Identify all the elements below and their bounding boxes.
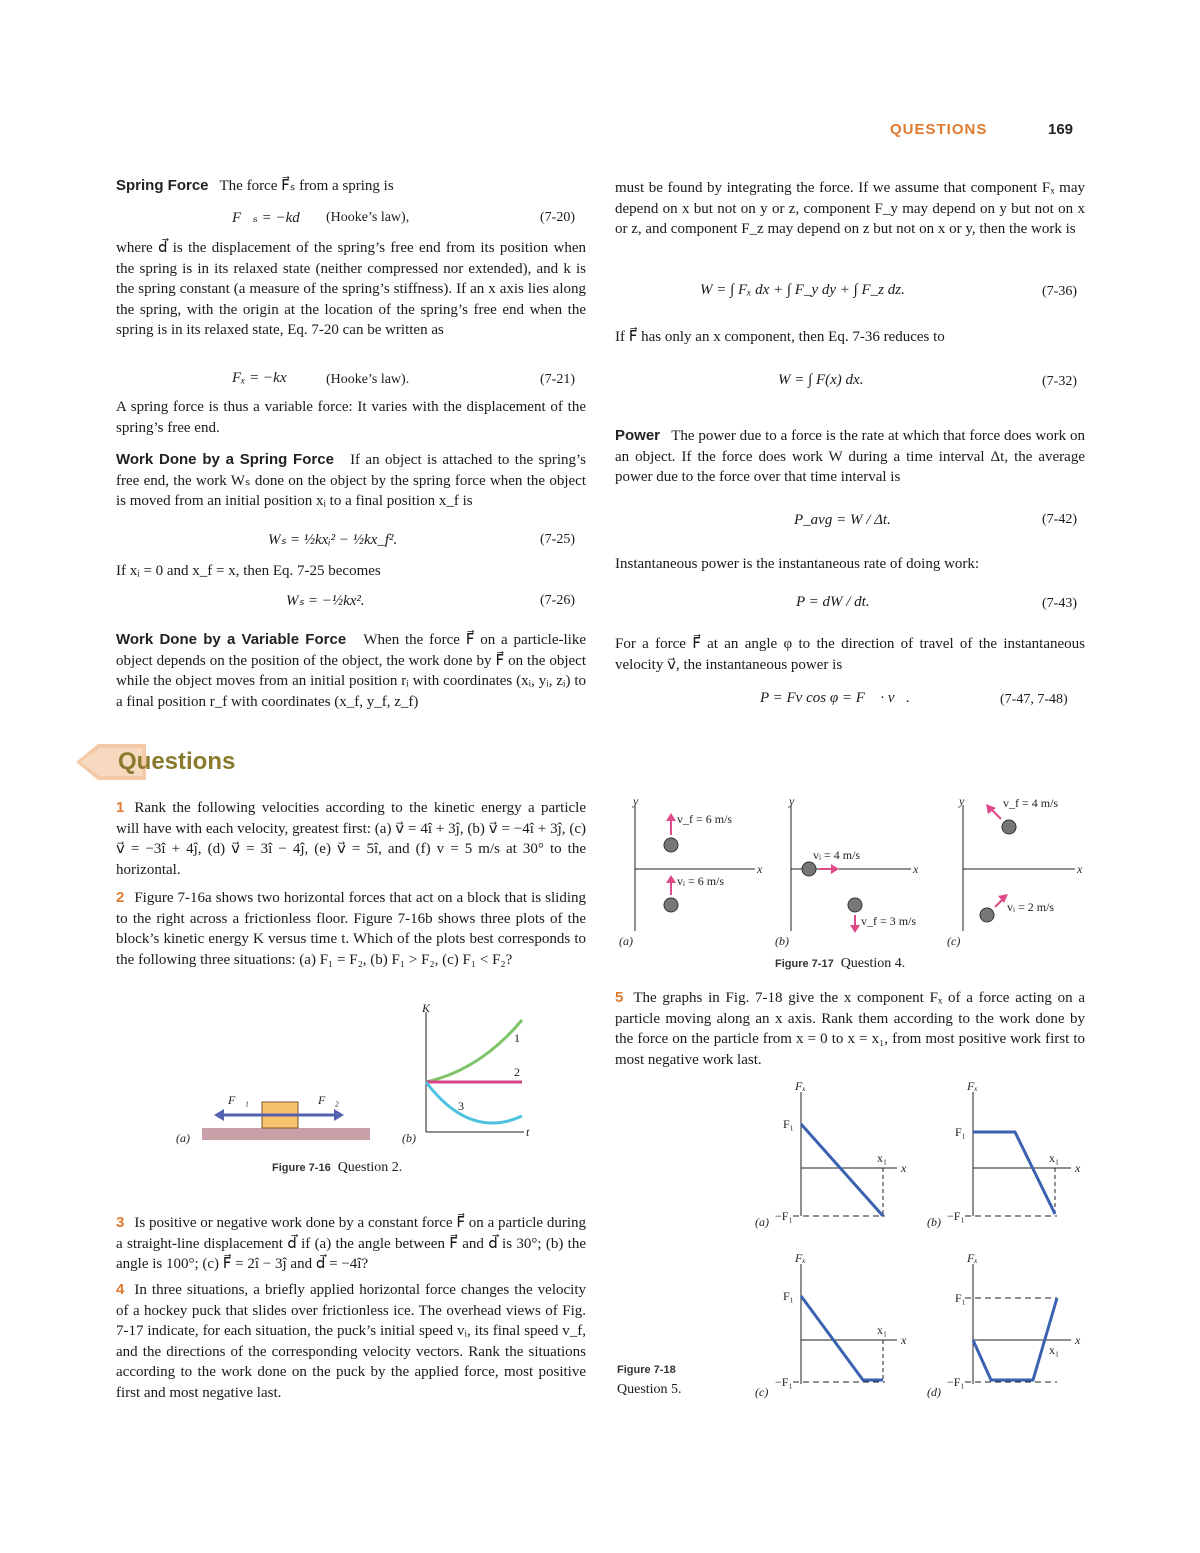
question-1 bbox=[116, 798, 586, 880]
fig718c-y-label: Fₓ bbox=[795, 1251, 806, 1265]
fig717c-puck-initial bbox=[980, 908, 994, 922]
fig718c-x1-label: x₁ bbox=[877, 1323, 888, 1337]
question-3-number: 3 bbox=[116, 1214, 125, 1231]
right-paragraph-2: If F⃗ has only an x component, then Eq. 7-36 reduces to bbox=[615, 329, 945, 345]
eq-7-20-number: (7-20) bbox=[540, 210, 575, 225]
spring-force-intro bbox=[116, 176, 586, 197]
fig717b-vi-label: vᵢ = 4 m/s bbox=[813, 848, 861, 862]
work-variable-paragraph: When the force F⃗ on a particle-like object depends on the position of the object, the work done by F⃗ on the object while the object moves from an initial position rᵢ with coordinates (xᵢ, yᵢ, zᵢ) to a final position r_f with coordinates (x_f, y_f, z_f) bbox=[116, 632, 586, 710]
power-section bbox=[615, 426, 1085, 488]
question-2 bbox=[116, 888, 586, 970]
eq-7-36: W = ∫ Fₓ dx + ∫ F_y dy + ∫ F_z dz. bbox=[700, 282, 905, 298]
question-4-number: 4 bbox=[116, 1281, 125, 1298]
spring-force-heading: Spring Force bbox=[116, 177, 209, 194]
fig716-curve-2-label: 2 bbox=[514, 1065, 520, 1079]
fig718b-x1-label: x₁ bbox=[1049, 1151, 1060, 1165]
fig716-label-a: (a) bbox=[176, 1131, 190, 1145]
figure-7-17-caption bbox=[775, 956, 905, 972]
fig716-curve-1 bbox=[426, 1020, 522, 1082]
question-3-text: Is positive or negative work done by a constant force F⃗ on a particle during a straight-line displacement d⃗ if (a) the angle between F⃗ and d⃗ is 30°; (b) the angle is 100°; (c) F⃗ = 2î − 3ĵ and d⃗ = −4î? bbox=[116, 1215, 586, 1272]
fig717c-vi-label: vᵢ = 2 m/s bbox=[1007, 900, 1055, 914]
eq-7-36-number: (7-36) bbox=[1042, 284, 1077, 299]
question-2-number: 2 bbox=[116, 889, 125, 906]
eq-7-25: Wₛ = ½kxᵢ² − ½kx_f². bbox=[268, 532, 398, 548]
fig716-label-k: K bbox=[422, 1001, 431, 1015]
eq-7-42: P_avg = W / Δt. bbox=[794, 512, 891, 528]
fig717a-y-label: y bbox=[633, 795, 639, 808]
fig717a-puck-initial bbox=[664, 898, 678, 912]
fig717c-puck-final bbox=[1002, 820, 1016, 834]
figure-7-16 bbox=[170, 1000, 560, 1160]
figure-7-18-caption-text: Question 5. bbox=[617, 1382, 682, 1397]
spring-force-intro-text: The force F⃗ₛ from a spring is bbox=[219, 178, 394, 194]
figure-7-17 bbox=[615, 795, 1095, 955]
fig718d-x1-label: x₁ bbox=[1049, 1343, 1060, 1357]
questions-title: Questions bbox=[118, 748, 236, 775]
eq-7-26: Wₛ = −½kx². bbox=[286, 593, 365, 609]
eq-7-25-number: (7-25) bbox=[540, 532, 575, 547]
page-number: 169 bbox=[1048, 121, 1074, 138]
fig718d-negf1-label: −F₁ bbox=[947, 1375, 965, 1389]
fig718c-line bbox=[801, 1296, 883, 1380]
fig717-label-a: (a) bbox=[619, 934, 633, 948]
eq-7-32: W = ∫ F(x) dx. bbox=[778, 372, 864, 388]
figure-7-18-caption bbox=[617, 1360, 727, 1399]
fig718-label-d: (d) bbox=[927, 1385, 941, 1399]
fig718d-f1-label: F₁ bbox=[955, 1291, 966, 1305]
question-5-number: 5 bbox=[615, 989, 624, 1006]
fig717a-vi-label: vᵢ = 6 m/s bbox=[677, 874, 725, 888]
eq-7-21: Fₓ = −kx bbox=[232, 370, 287, 386]
fig718a-f1-label: F₁ bbox=[783, 1117, 794, 1131]
fig717a-x-label: x bbox=[757, 862, 763, 876]
spring-force-paragraph: where d⃗ is the displacement of the spring’s free end from its position when the spring is in its relaxed state (neither compressed nor extended), and k is the spring constant (a measure of the spring’s stiffness). If an x axis lies along the spring, with the origin at the location of the spring’s free end when the spring is in its relaxed state, Eq. 7-20 can be written as bbox=[116, 240, 586, 338]
fig716-curve-1-label: 1 bbox=[514, 1031, 520, 1045]
eq-7-20: F⃗ₛ = −kd⃗ bbox=[232, 210, 312, 226]
fig718b-y-label: Fₓ bbox=[967, 1079, 978, 1093]
fig716-label-f2: F⃗₂ bbox=[318, 1093, 339, 1107]
work-spring-paragraph-2: If xᵢ = 0 and x_f = x, then Eq. 7-25 becomes bbox=[116, 563, 381, 579]
fig718d-line bbox=[973, 1298, 1060, 1380]
fig717-label-b: (b) bbox=[775, 934, 789, 948]
work-spring-heading: Work Done by a Spring Force bbox=[116, 451, 334, 468]
fig717b-puck-final bbox=[848, 898, 862, 912]
eq-7-26-number: (7-26) bbox=[540, 593, 575, 608]
fig718d-y-label: Fₓ bbox=[967, 1251, 978, 1265]
question-4 bbox=[116, 1280, 586, 1403]
figure-7-18-caption-label: Figure 7-18 bbox=[617, 1364, 676, 1376]
figure-7-16-caption bbox=[272, 1160, 402, 1176]
eq-7-47: P = Fv cos φ = F⃗ · v⃗. bbox=[760, 690, 910, 706]
work-variable-heading: Work Done by a Variable Force bbox=[116, 631, 347, 648]
figure-7-18 bbox=[745, 1078, 1095, 1408]
figure-7-17-caption-label: Figure 7-17 bbox=[775, 958, 834, 970]
fig717a-puck-final bbox=[664, 838, 678, 852]
fig718c-negf1-label: −F₁ bbox=[775, 1375, 793, 1389]
fig717b-x-label: x bbox=[913, 862, 919, 876]
question-4-text: In three situations, a briefly applied horizontal force changes the velocity of a hockey puck that slides over frictionless ice. The overhead views of Fig. 7-17 indicate, for each situation, the puck’s initial speed vᵢ, its final speed v_f, and the directions of the corresponding velocity vectors. Rank the situations according to the work done on the puck by the applied force, most positive first and most negative last. bbox=[116, 1282, 586, 1401]
fig718-label-a: (a) bbox=[755, 1215, 769, 1229]
fig718a-x-label: x bbox=[901, 1161, 907, 1175]
fig717b-puck-initial bbox=[802, 862, 816, 876]
question-3 bbox=[116, 1213, 586, 1275]
fig718a-line bbox=[801, 1124, 883, 1216]
fig718c-x-label: x bbox=[901, 1333, 907, 1347]
fig718c-f1-label: F₁ bbox=[783, 1289, 794, 1303]
fig717c-y-label: y bbox=[959, 795, 965, 808]
question-1-number: 1 bbox=[116, 799, 125, 816]
power-paragraph-2: Instantaneous power is the instantaneous rate of doing work: bbox=[615, 556, 980, 572]
eq-7-47-number: (7-47, 7-48) bbox=[1000, 692, 1068, 707]
eq-7-32-number: (7-32) bbox=[1042, 374, 1077, 389]
fig718-label-c: (c) bbox=[755, 1385, 769, 1399]
eq-7-42-number: (7-42) bbox=[1042, 512, 1077, 527]
eq-7-43: P = dW / dt. bbox=[796, 594, 870, 610]
question-2-text: Figure 7-16a shows two horizontal forces that act on a block that is sliding to the right across a frictionless floor. Figure 7-16b shows three plots of the block’s kinetic energy K versus time t. Which of the plots best corresponds to the following three situations: (a) F₁ = F₂, (b) F₁ > F₂, (c) F₁ < F₂? bbox=[116, 890, 586, 968]
question-5-text: The graphs in Fig. 7-18 give the x component Fₓ of a force acting on a particle moving along an x axis. Rank them according to the work done by the force on the particle from x = 0 to x = x₁, from most positive work first to most negative work last. bbox=[615, 990, 1085, 1068]
fig717c-vf-label: v_f = 4 m/s bbox=[1003, 796, 1059, 810]
fig717a-vf-label: v_f = 6 m/s bbox=[677, 812, 733, 826]
question-1-text: Rank the following velocities according to the kinetic energy a particle will have with each velocity, greatest first: (a) v⃗ = 4î + 3ĵ, (b) v⃗ = −4î + 3ĵ, (c) v⃗ = −3î + 4ĵ, (d) v⃗ = 3î − 4ĵ, (e) v⃗ = 5î, and (f) v = 5 m/s at 30° to the horizontal. bbox=[116, 800, 586, 878]
fig718a-x1-label: x₁ bbox=[877, 1151, 888, 1165]
power-heading: Power bbox=[615, 427, 661, 444]
fig716-label-b: (b) bbox=[402, 1131, 416, 1145]
fig717b-vf-label: v_f = 3 m/s bbox=[861, 914, 917, 928]
eq-7-21-note: (Hooke’s law). bbox=[326, 372, 410, 387]
fig716-floor bbox=[202, 1128, 370, 1140]
fig718b-f1-label: F₁ bbox=[955, 1125, 966, 1139]
spring-force-paragraph-2: A spring force is thus a variable force: It varies with the displacement of the spring’s free end. bbox=[116, 399, 586, 436]
fig717b-y-label: y bbox=[789, 795, 795, 808]
power-paragraph: The power due to a force is the rate at which that force does work on an object. If the force does work W during a time interval Δt, the average power due to the force over that time interval is bbox=[615, 428, 1085, 485]
work-variable-section bbox=[116, 630, 586, 712]
fig718b-line bbox=[973, 1132, 1055, 1214]
work-spring-section bbox=[116, 450, 586, 512]
eq-7-43-number: (7-43) bbox=[1042, 596, 1077, 611]
fig718-label-b: (b) bbox=[927, 1215, 941, 1229]
figure-7-16-caption-text: Question 2. bbox=[337, 1160, 403, 1175]
fig716-label-t: t bbox=[526, 1125, 530, 1139]
figure-7-17-caption-text: Question 4. bbox=[840, 956, 906, 971]
eq-7-20-note: (Hooke’s law), bbox=[326, 210, 410, 225]
fig716-label-f1: F⃗₁ bbox=[228, 1093, 249, 1107]
fig717-label-c: (c) bbox=[947, 934, 961, 948]
fig718d-x-label: x bbox=[1075, 1333, 1081, 1347]
fig716-curve-3 bbox=[426, 1082, 522, 1123]
question-5 bbox=[615, 988, 1085, 1070]
work-spring-paragraph: If an object is attached to the spring’s free end, the work Wₛ done on the object by the spring force when the object is moved from an initial position xᵢ to a final position x_f is bbox=[116, 452, 586, 509]
fig716-curve-3-label: 3 bbox=[458, 1099, 464, 1113]
fig718b-x-label: x bbox=[1075, 1161, 1081, 1175]
figure-7-16-caption-label: Figure 7-16 bbox=[272, 1162, 331, 1174]
fig717c-x-label: x bbox=[1077, 862, 1083, 876]
fig718a-negf1-label: −F₁ bbox=[775, 1209, 793, 1223]
eq-7-21-number: (7-21) bbox=[540, 372, 575, 387]
running-head: QUESTIONS bbox=[890, 121, 988, 138]
fig718b-negf1-label: −F₁ bbox=[947, 1209, 965, 1223]
right-continuation: must be found by integrating the force. If we assume that component Fₓ may depend on x but not on y or z, component F_y may depend on y but not on x or z, and component F_z may depend on z but not on x or y, then the work is bbox=[615, 180, 1085, 237]
power-paragraph-3: For a force F⃗ at an angle φ to the direction of travel of the instantaneous velocity v⃗, the instantaneous power is bbox=[615, 636, 1085, 673]
fig718a-y-label: Fₓ bbox=[795, 1079, 806, 1093]
